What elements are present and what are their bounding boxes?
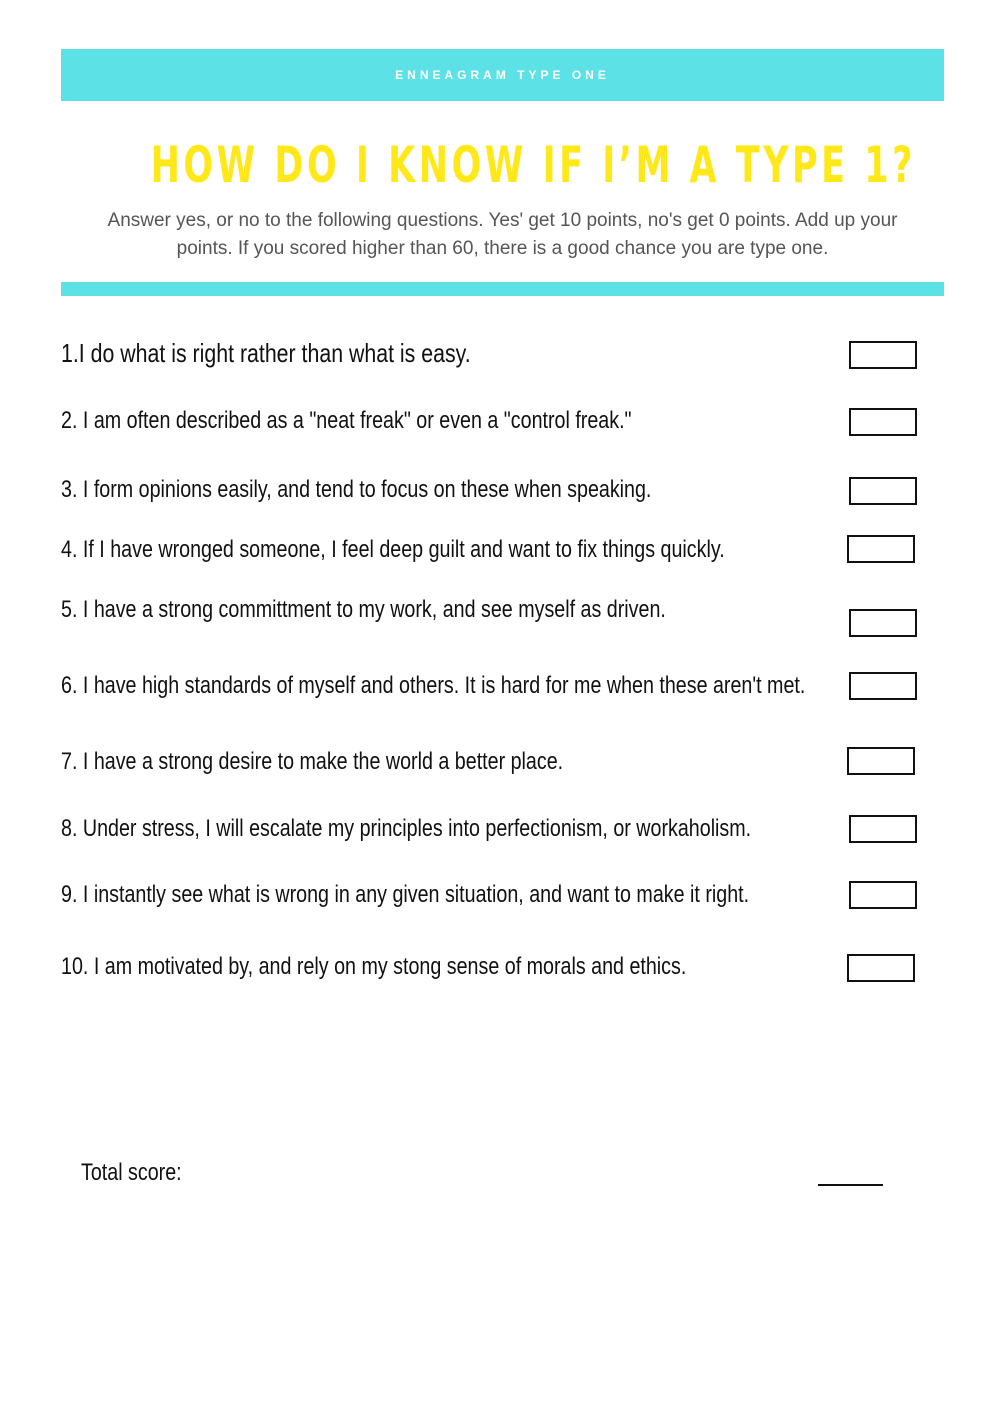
answer-box-6[interactable] <box>849 672 917 700</box>
answer-box-8[interactable] <box>849 815 917 843</box>
answer-box-3[interactable] <box>849 477 917 505</box>
answer-box-1[interactable] <box>849 341 917 369</box>
page-title: HOW DO I KNOW IF I’M A TYPE 1? <box>150 136 916 194</box>
question-8: 8. Under stress, I will escalate my principles into perfectionism, or workaholism. <box>61 815 752 842</box>
question-3: 3. I form opinions easily, and tend to focus on these when speaking. <box>61 476 652 503</box>
total-score-label: Total score: <box>81 1159 182 1186</box>
question-9: 9. I instantly see what is wrong in any given situation, and want to make it right. <box>61 881 750 908</box>
answer-box-7[interactable] <box>847 747 915 775</box>
question-4: 4. If I have wronged someone, I feel deep guilt and want to fix things quickly. <box>61 536 725 563</box>
question-10: 10. I am motivated by, and rely on my stong sense of morals and ethics. <box>61 953 687 980</box>
header-banner <box>61 49 944 101</box>
answer-box-4[interactable] <box>847 535 915 563</box>
question-5: 5. I have a strong committment to my work, and see myself as driven. <box>61 596 666 623</box>
answer-box-9[interactable] <box>849 881 917 909</box>
instructions-text: Answer yes, or no to the following questions. Yes' get 10 points, no's get 0 points. Add up your points. If you scored higher than 60, there is a good chance you are type one. <box>107 210 898 259</box>
total-score-blank[interactable] <box>818 1184 883 1186</box>
answer-box-5[interactable] <box>849 609 917 637</box>
answer-box-2[interactable] <box>849 408 917 436</box>
question-7: 7. I have a strong desire to make the world a better place. <box>61 748 564 775</box>
header-divider <box>61 282 944 296</box>
banner-text: ENNEAGRAM TYPE ONE <box>395 68 610 82</box>
answer-box-10[interactable] <box>847 954 915 982</box>
question-2: 2. I am often described as a "neat freak" or even a "control freak." <box>61 407 632 434</box>
question-1: 1.I do what is right rather than what is easy. <box>61 338 471 368</box>
question-6: 6. I have high standards of myself and others. It is hard for me when these aren't met. <box>61 672 806 699</box>
